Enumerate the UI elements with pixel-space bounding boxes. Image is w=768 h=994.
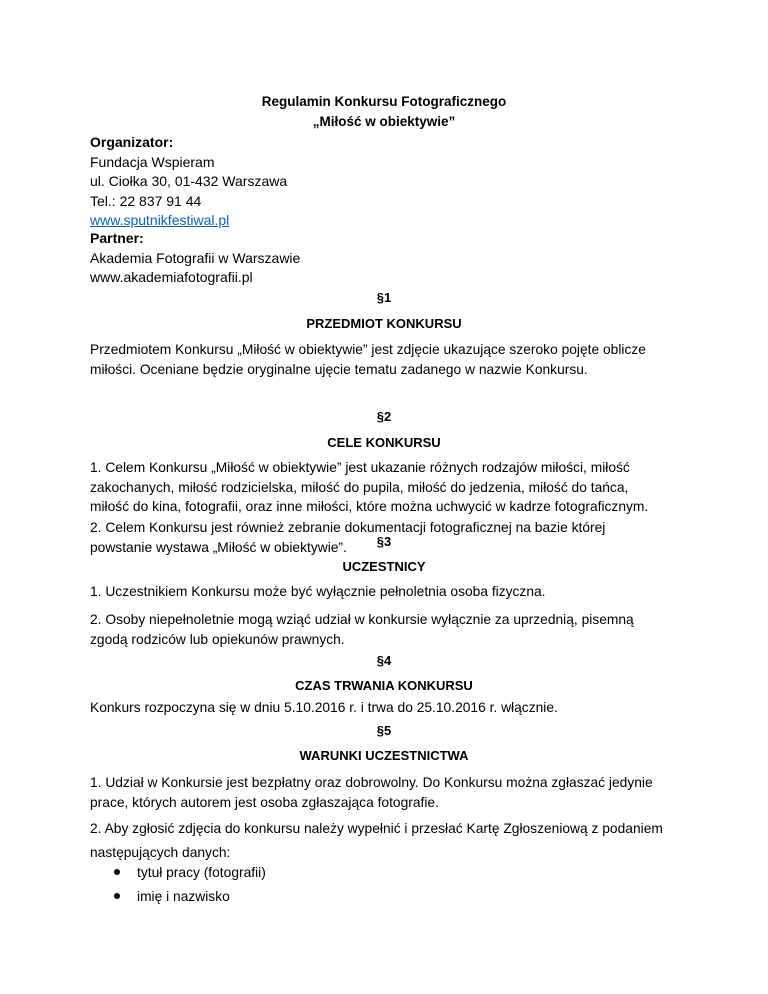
section-5-heading: WARUNKI UCZESTNICTWA <box>299 748 469 763</box>
section-3-paragraph-1: 1. Uczestnikiem Konkursu może być wyłącznie pełnoletnia osoba fizyczna. <box>90 584 546 599</box>
partner-block <box>90 229 300 288</box>
partner-website: www.akademiafotografii.pl <box>90 269 253 285</box>
bullet-icon <box>114 869 120 875</box>
organizer-name: Fundacja Wspieram <box>90 153 215 170</box>
section-5-paragraph-1: 1. Udział w Konkursie jest bezpłatny oraz dobrowolny. Do Konkursu można zgłaszać jedynie prace, których autorem jest osoba zgłaszająca fotografie. <box>90 775 653 810</box>
section-2-paragraph-2: 2. Celem Konkursu jest również zebranie dokumentacji fotograficznej na bazie której powstanie wystawa „Miłość w obiektywie”. <box>90 520 606 555</box>
section-4-heading: CZAS TRWANIA KONKURSU <box>295 678 473 693</box>
section-1-paragraph: Przedmiotem Konkursu „Miłość w obiektywie” jest zdjęcie ukazujące szeroko pojęte oblicze miłości. Oceniane będzie oryginalne ujęcie tematu zadanego w nazwie Konkursu. <box>90 342 646 377</box>
document-title: Regulamin Konkursu Fotograficznego <box>261 94 507 109</box>
organizer-block <box>90 133 287 231</box>
list-item: tytuł pracy (fotografii) <box>114 864 266 882</box>
section-1-heading: PRZEDMIOT KONKURSU <box>306 316 462 331</box>
bullet-icon <box>114 893 120 899</box>
section-3-heading: UCZESTNICY <box>342 559 426 574</box>
section-4-paragraph: Konkurs rozpoczyna się w dniu 5.10.2016 r. i trwa do 25.10.2016 r. włącznie. <box>90 700 558 715</box>
section-3-paragraph-2: 2. Osoby niepełnoletnie mogą wziąć udział w konkursie wyłącznie za uprzednią, pisemną zgodą rodziców lub opiekunów prawnych. <box>90 612 634 647</box>
section-5-number: §5 <box>376 723 392 738</box>
section-5-paragraph-3: następujących danych: <box>90 845 231 860</box>
section-4-number: §4 <box>376 653 392 668</box>
list-item: imię i nazwisko <box>114 888 230 906</box>
organizer-label: Organizator: <box>90 134 174 150</box>
section-2-heading: CELE KONKURSU <box>327 435 441 450</box>
section-2-number: §2 <box>376 409 392 424</box>
section-2-paragraph-1: 1. Celem Konkursu „Miłość w obiektywie” jest ukazanie różnych rodzajów miłości, miłość zakochanych, miłość rodzicielska, miłość do pupila, miłość do jedzenia, miłość do tańca, miłość do kina, fotografii, oraz inne miłości, które można uchwycić w kadrze fotograficznym. <box>90 460 649 514</box>
partner-name: Akademia Fotografii w Warszawie <box>90 249 301 266</box>
organizer-website-link[interactable]: www.sputnikfestiwal.pl <box>90 212 230 228</box>
section-5-paragraph-2: 2. Aby zgłosić zdjęcia do konkursu należy wypełnić i przesłać Kartę Zgłoszeniową z podaniem <box>90 821 663 836</box>
document-subtitle: „Miłość w obiektywie” <box>312 114 456 129</box>
section-1-number: §1 <box>376 290 392 305</box>
partner-label: Partner: <box>90 230 144 246</box>
section-3-number: §3 <box>376 534 392 549</box>
organizer-phone: Tel.: 22 837 91 44 <box>90 192 202 209</box>
organizer-address: ul. Ciołka 30, 01-432 Warszawa <box>90 173 288 189</box>
